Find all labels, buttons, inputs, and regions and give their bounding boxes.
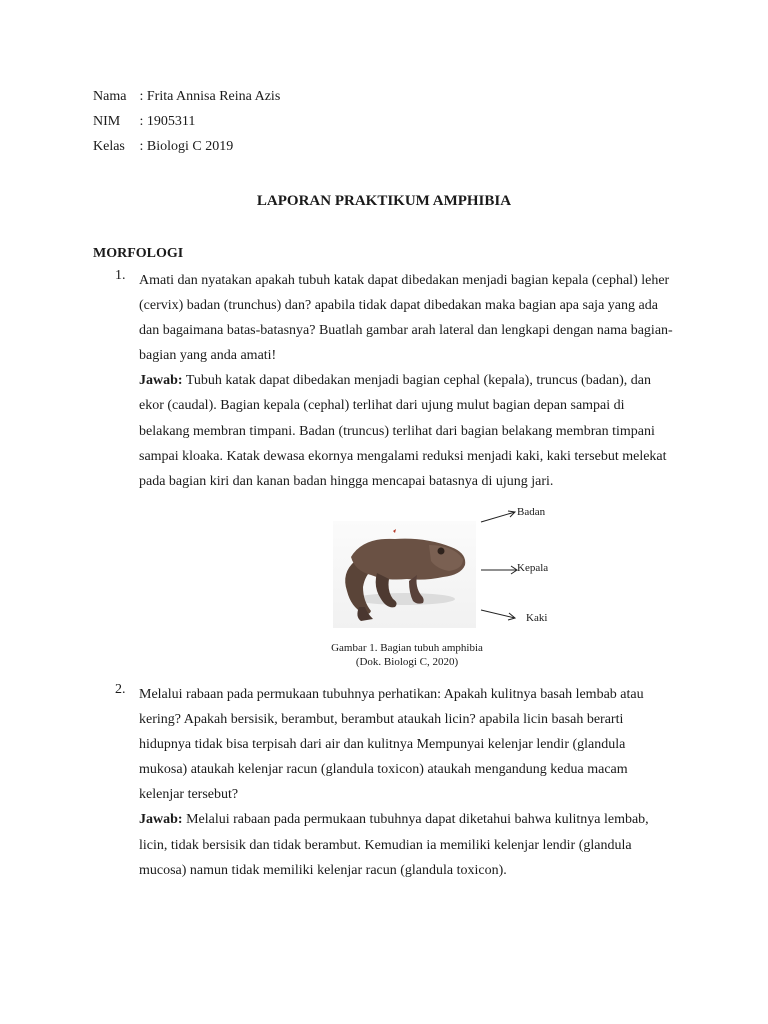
frog-eye bbox=[438, 548, 445, 555]
question-text: Amati dan nyatakan apakah tubuh katak dapat dibedakan menjadi bagian kepala (cephal) leher (cervix) badan (trunchus) dan? apabila tidak dapat dibedakan maka bagian apa saja yang ada dan bagaimana batas-batasnya? Buatlah gambar arah lateral dan lengkapi dengan nama bagian-bagian yang anda amati! bbox=[139, 273, 673, 364]
answer-text: Melalui rabaan pada permukaan tubuhnya dapat diketahui bahwa kulitnya lembab, licin, tidak bersisik dan tidak berambut. Kemudian ia memiliki kelenjar lendir (glandula mucosa) namun tidak memiliki kelenjar racun (glandula toxicon). bbox=[139, 812, 649, 878]
nim-row bbox=[93, 113, 195, 131]
page-title: LAPORAN PRAKTIKUM AMPHIBIA bbox=[256, 193, 512, 209]
answer-label: Jawab: bbox=[139, 373, 183, 389]
section-heading: MORFOLOGI bbox=[93, 246, 184, 261]
answer-paragraph bbox=[139, 368, 675, 493]
photo-shadow bbox=[355, 593, 455, 605]
name-row bbox=[93, 88, 280, 106]
caption-line-2: (Dok. Biologi C, 2020) bbox=[355, 656, 459, 668]
label-badan: Badan bbox=[517, 506, 546, 518]
answer-text: Tubuh katak dapat dibedakan menjadi bagian cephal (kepala), truncus (badan), dan ekor (caudal). Bagian kepala (cephal) terlihat dari ujung mulut bagian depan sampai di belakang membran timpani. Badan (truncus) terlihat dari bagian belakang membran timpani sampai kloaka. Katak dewasa ekornya mengalami reduksi menjadi kaki, kaki tersebut melekat pada bagian kiri dan kanan badan hingga mencapai batasnya di ujung jari. bbox=[139, 373, 667, 489]
frog-photo bbox=[333, 521, 476, 628]
name-label: Nama bbox=[93, 89, 127, 104]
kelas-value: : Biologi C 2019 bbox=[139, 139, 234, 154]
specimen-pin bbox=[393, 529, 396, 533]
answer-paragraph bbox=[139, 807, 675, 882]
question-body bbox=[139, 268, 675, 494]
figure-caption bbox=[313, 641, 501, 669]
kaki-arrow-icon bbox=[479, 606, 519, 626]
frog-image-icon bbox=[333, 521, 476, 628]
kelas-row bbox=[93, 138, 233, 156]
question-body bbox=[139, 682, 675, 883]
answer-label: Jawab: bbox=[139, 812, 183, 828]
kepala-arrow-icon bbox=[480, 563, 520, 577]
caption-line-1: Gambar 1. Bagian tubuh amphibia bbox=[331, 642, 483, 654]
question-number: 2. bbox=[115, 682, 126, 697]
badan-arrow-icon bbox=[479, 506, 519, 526]
label-kepala: Kepala bbox=[517, 562, 549, 574]
name-value: : Frita Annisa Reina Azis bbox=[139, 89, 281, 104]
frog-back-foot bbox=[357, 607, 373, 621]
nim-value: : 1905311 bbox=[139, 114, 196, 129]
label-kaki: Kaki bbox=[526, 612, 548, 624]
question-text: Melalui rabaan pada permukaan tubuhnya perhatikan: Apakah kulitnya basah lembab atau kering? Apakah bersisik, berambut, berambut ataukah licin? apabila licin basah berarti hidupnya tidak bisa terpisah dari air dan kulitnya Mempunyai kelenjar lendir (glandula mukosa) ataukah kelenjar racun (glandula toxicon) ataukah mengandung kedua macam kelenjar tersebut? bbox=[139, 687, 644, 803]
kelas-label: Kelas bbox=[93, 139, 125, 154]
nim-label: NIM bbox=[93, 114, 121, 129]
question-number: 1. bbox=[115, 268, 126, 283]
